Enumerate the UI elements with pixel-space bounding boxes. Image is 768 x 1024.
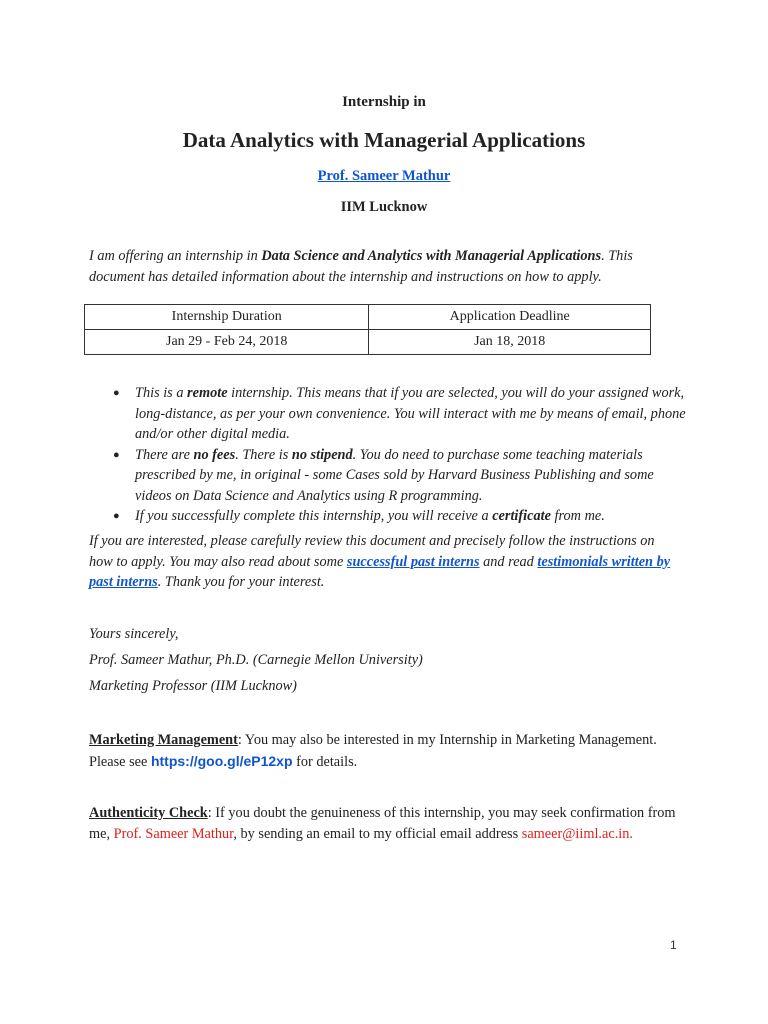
bullet-icon: ● <box>113 510 120 522</box>
bullet-icon: ● <box>113 448 120 461</box>
marketing-label: Marketing Management <box>89 732 238 748</box>
authenticity-paragraph <box>89 803 689 844</box>
intro-text-1: I am offering an internship in <box>89 248 262 264</box>
bullet-icon: ● <box>113 387 120 399</box>
bullet-bold: no fees <box>193 446 236 463</box>
bullet-text: . There is <box>235 446 292 463</box>
authenticity-text-3: . <box>629 825 633 842</box>
signature-name: Prof. Sameer Mathur, Ph.D. (Carnegie Mellon University) <box>89 652 423 668</box>
list-item <box>88 445 688 507</box>
document-title: Data Analytics with Managerial Applications <box>182 128 586 152</box>
table-row <box>85 330 651 355</box>
table-header-row <box>85 305 651 330</box>
table-cell: Jan 18, 2018 <box>369 330 651 355</box>
authenticity-text-1: : If you doubt the genuineness of this internship, you may seek confirmation from me, <box>89 805 676 842</box>
bullet-bold: certificate <box>492 508 551 524</box>
list-item <box>88 383 688 445</box>
signature-closing: Yours sincerely, <box>89 626 179 642</box>
review-paragraph <box>89 531 679 593</box>
intro-bold: Data Science and Analytics with Managerial Applications <box>261 248 602 264</box>
info-table <box>84 304 651 355</box>
institute-name: IIM Lucknow <box>340 199 428 215</box>
authenticity-email: sameer@iiml.ac.in <box>521 825 630 842</box>
header-line: Internship in <box>342 94 426 110</box>
professor-link[interactable]: Prof. Sameer Mathur <box>317 168 451 184</box>
review-text-1: If you are interested, please carefully review this document and precisely follow the instructions on how to apply. You may also read about some <box>89 533 655 570</box>
bullet-text: . You do need to purchase some teaching materials prescribed by me, in original - some Cases sold by Harvard Business Publishing and some videos on Data Science and Analytics using R programming. <box>135 446 654 504</box>
list-item <box>88 506 688 527</box>
bullet-text: from me. <box>550 508 605 524</box>
page-number: 1 <box>670 938 677 952</box>
bullet-text: There are <box>135 446 194 463</box>
bullet-list <box>88 383 688 527</box>
review-text-3: . Thank you for your interest. <box>157 574 325 590</box>
marketing-text-1: : You may also be interested in my Internship in Marketing Management. Please see <box>89 732 657 770</box>
marketing-text-2: for details. <box>292 753 358 770</box>
bullet-bold: remote <box>187 385 228 401</box>
past-interns-link[interactable]: successful past interns <box>346 553 480 570</box>
testimonials-link[interactable]: testimonials written by past interns <box>89 553 671 590</box>
authenticity-text-2: , by sending an email to my official email address <box>233 825 522 842</box>
intro-text-2: . This document has detailed information about the internship and instructions on how to apply. <box>89 248 633 285</box>
table-cell: Jan 29 - Feb 24, 2018 <box>85 330 369 355</box>
marketing-url-link[interactable]: https://goo.gl/eP12xp <box>150 752 293 769</box>
marketing-paragraph <box>89 730 689 772</box>
authenticity-name: Prof. Sameer Mathur <box>113 825 234 842</box>
review-text-2: and read <box>479 553 538 570</box>
professor-line <box>0 168 768 185</box>
table-header: Internship Duration <box>85 305 369 330</box>
bullet-text: This is a <box>135 385 188 401</box>
bullet-text: internship. This means that if you are selected, you will do your assigned work, long-distance, as per your own convenience. You will interact with me by means of email, phone and/or other digital media. <box>135 385 686 442</box>
bullet-text: If you successfully complete this internship, you will receive a <box>135 508 493 524</box>
intro-paragraph <box>89 246 679 287</box>
bullet-bold: no stipend <box>291 446 353 463</box>
authenticity-label: Authenticity Check <box>89 805 208 821</box>
signature-title: Marketing Professor (IIM Lucknow) <box>89 678 297 694</box>
table-header: Application Deadline <box>369 305 651 330</box>
